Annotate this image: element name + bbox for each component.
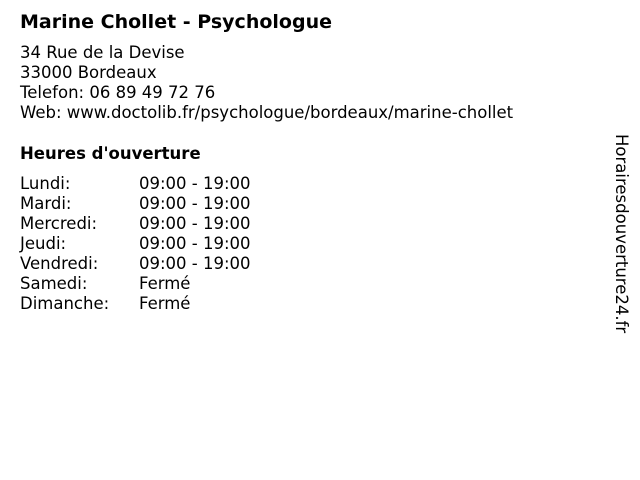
day-label: Mercredi: (20, 214, 98, 233)
hours-value: 09:00 - 19:00 (139, 214, 251, 233)
phone-number: Telefon: 06 89 49 72 76 (20, 83, 216, 102)
brand-text: Horairesdouverture24.fr (612, 134, 631, 334)
opening-hours-heading: Heures d'ouverture (20, 144, 201, 163)
hours-value: 09:00 - 19:00 (139, 174, 251, 193)
city-postal-code: 33000 Bordeaux (20, 63, 157, 82)
website-url: Web: www.doctolib.fr/psychologue/bordeaux/marine-chollet (20, 103, 514, 122)
hours-value: 09:00 - 19:00 (139, 254, 251, 273)
hours-value: 09:00 - 19:00 (139, 194, 251, 213)
day-label: Samedi: (20, 274, 88, 293)
day-label: Vendredi: (20, 254, 99, 273)
day-label: Dimanche: (20, 294, 110, 313)
day-label: Lundi: (20, 174, 71, 193)
hours-value: Fermé (139, 294, 191, 313)
day-label: Jeudi: (20, 234, 67, 253)
street-address: 34 Rue de la Devise (20, 43, 185, 62)
hours-value: Fermé (139, 274, 191, 293)
day-label: Mardi: (20, 194, 72, 213)
address-block (20, 43, 513, 123)
brand-watermark (610, 134, 634, 344)
hours-value: 09:00 - 19:00 (139, 234, 251, 253)
business-title: Marine Chollet - Psychologue (20, 11, 332, 33)
